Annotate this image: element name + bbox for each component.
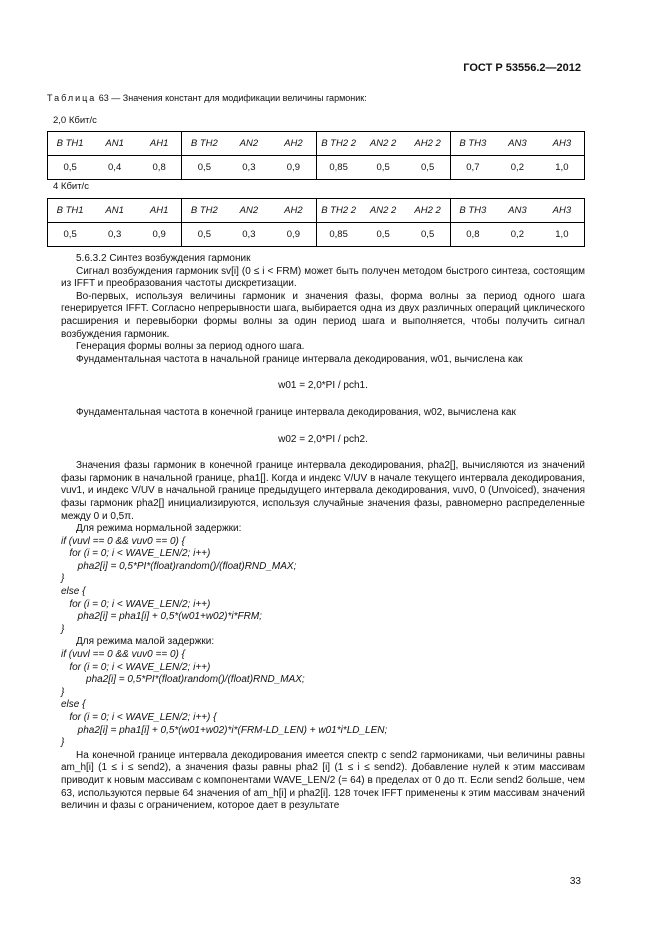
table-header-cell: B TH2 2: [316, 199, 361, 223]
table-cell: 0,8: [137, 156, 182, 180]
table-header-cell: B TH3: [450, 132, 495, 156]
paragraph: Фундаментальная частота в конечной границе интервала декодирования, w02, вычислена как: [76, 406, 516, 418]
table-cell: 0,5: [48, 156, 93, 180]
paragraph: Генерация формы волны за период одного шага.: [76, 341, 305, 353]
document-standard-header: ГОСТ Р 53556.2—2012: [463, 62, 581, 74]
table-header-cell: AN2 2: [361, 132, 406, 156]
table-cell: 0,85: [316, 223, 361, 247]
paragraph: Во-первых, используя величины гармоник и значения фазы, форма волны за период одного шага генерируется IFFT. Согласно непрерывности шага, выбирается одна из двух различных операций циклического расширения и перевыборки формы волны за один период шага и выполняется, чтобы получить сигнал возбуждения гармоник.: [61, 290, 585, 340]
table-cell: 0,7: [450, 156, 495, 180]
code-line: pha2[i] = pha1[i] + 0,5*(w01+w02)*i*(FRM-LD_LEN) + w01*i*LD_LEN;: [61, 724, 388, 736]
table-cell: 0,2: [495, 156, 540, 180]
table-header-cell: AH3: [540, 199, 585, 223]
table-cell: 0,5: [182, 156, 227, 180]
paragraph: На конечной границе интервала декодирования имеется спектр с send2 гармониками, чьи величины равны am_h[i] (1 ≤ i ≤ send2), а значения фазы равны pha2 [i] (1 ≤ i ≤ send2). Добавление нулей к этим массивам приводит к новым массивам с компонентами WAVE_LEN/2 (= 64) в пределах от 0 до π. Если send2 больше, чем 63, используются первые 64 значения of am_h[i] и pha2[i]. 128 точек IFFT применены к этим массивам значений величин и фазы с ограничением, которое дает в результате: [61, 749, 585, 812]
paragraph: Для режима нормальной задержки:: [76, 523, 242, 535]
table-header-cell: B TH1: [48, 132, 93, 156]
code-line: for (i = 0; i < WAVE_LEN/2; i++): [61, 661, 211, 673]
table-cell: 0,5: [361, 223, 406, 247]
formula: w01 = 2,0*PI / pch1.: [278, 380, 368, 392]
table-header-cell: AH1: [137, 132, 182, 156]
table-header-cell: AN3: [495, 132, 540, 156]
table-header-cell: B TH3: [450, 199, 495, 223]
table-cell: 0,8: [450, 223, 495, 247]
table-header-row: [48, 199, 585, 223]
code-line: }: [61, 686, 65, 698]
table-cell: 0,5: [48, 223, 93, 247]
formula: w02 = 2,0*PI / pch2.: [278, 433, 368, 445]
table-header-cell: AH2: [271, 199, 316, 223]
table-row: [48, 223, 585, 247]
table-cell: 0,85: [316, 156, 361, 180]
table-header-cell: AN2: [227, 199, 272, 223]
rate-label-4kbps: 4 Кбит/с: [53, 181, 89, 192]
paragraph: Для режима малой задержки:: [76, 636, 215, 648]
table-header-cell: B TH2 2: [316, 132, 361, 156]
code-line: if (vuvl == 0 && vuv0 == 0) {: [61, 649, 185, 661]
table-caption-text: 63 — Значения констант для модификации величины гармоник:: [96, 93, 367, 103]
table-cell: 0,5: [182, 223, 227, 247]
section-title: 5.6.3.2 Синтез возбуждения гармоник: [76, 253, 251, 264]
table-header-row: [48, 132, 585, 156]
code-line: }: [61, 623, 65, 635]
table-cell: 0,2: [495, 223, 540, 247]
table-cell: 0,5: [361, 156, 406, 180]
table-cell: 0,9: [271, 156, 316, 180]
code-line: for (i = 0; i < WAVE_LEN/2; i++): [61, 598, 211, 610]
code-block-low-delay: [61, 649, 585, 750]
table-header-cell: AH3: [540, 132, 585, 156]
code-line: else {: [61, 699, 86, 711]
code-line: pha2[i] = pha1[i] + 0,5*(w01+w02)*i*FRM;: [61, 611, 262, 623]
table-header-cell: AH2 2: [406, 132, 451, 156]
table-header-cell: AN3: [495, 199, 540, 223]
table-caption-word: Таблица: [47, 93, 97, 103]
code-line: }: [61, 573, 65, 585]
table-header-cell: AN1: [92, 199, 137, 223]
table-cell: 0,9: [137, 223, 182, 247]
body-text: [61, 253, 585, 813]
code-line: }: [61, 737, 65, 749]
table-header-cell: AN1: [92, 132, 137, 156]
table-cell: 1,0: [540, 223, 585, 247]
table-cell: 0,3: [92, 223, 137, 247]
table-header-cell: B TH1: [48, 199, 93, 223]
code-line: for (i = 0; i < WAVE_LEN/2; i++) {: [61, 712, 217, 723]
table-header-cell: AH2 2: [406, 199, 451, 223]
table-header-cell: B TH2: [182, 132, 227, 156]
table-cell: 0,3: [227, 223, 272, 247]
table-header-cell: AN2 2: [361, 199, 406, 223]
code-line: for (i = 0; i < WAVE_LEN/2; i++): [61, 548, 211, 560]
table-cell: 0,5: [406, 223, 451, 247]
table-header-cell: AN2: [227, 132, 272, 156]
code-line: else {: [61, 586, 86, 598]
table-cell: 0,9: [271, 223, 316, 247]
table-cell: 0,4: [92, 156, 137, 180]
code-line: pha2[i] = 0,5*PI*(float)random()/(float)RND_MAX;: [61, 560, 297, 572]
paragraph: Фундаментальная частота в начальной границе интервала декодирования, w01, вычислена как: [76, 353, 523, 365]
table-row: [48, 156, 585, 180]
table-cell: 1,0: [540, 156, 585, 180]
code-line: pha2[i] = 0,5*PI*(float)random()/(float)RND_MAX;: [61, 674, 305, 686]
constants-table-2kbps: [47, 131, 585, 180]
code-block-normal-delay: [61, 536, 585, 637]
code-line: if (vuvl == 0 && vuv0 == 0) {: [61, 535, 185, 547]
table-cell: 0,3: [227, 156, 272, 180]
constants-table-4kbps: [47, 198, 585, 247]
paragraph: Значения фазы гармоник в конечной границе интервала декодирования, pha2[], вычисляются из значений фазы гармоник в начальной границе, pha1[]. Когда и индекс V/UV в начале текущего интервала декодирования, vuv1, и индекс V/UV в начальной границе предыдущего интервала декодирования, vuv0, 0 (Unvoiced), значения фазы гармоник pha2[] инициализируются, используя случайные значения фазы, равномерно распределенные между 0 и 0,5π.: [61, 460, 585, 522]
page-number: 33: [569, 876, 581, 887]
table-header-cell: B TH2: [182, 199, 227, 223]
table-header-cell: AH1: [137, 199, 182, 223]
rate-label-2kbps: 2,0 Кбит/с: [53, 115, 97, 126]
table-caption: [47, 93, 367, 103]
table-header-cell: AH2: [271, 132, 316, 156]
paragraph: Сигнал возбуждения гармоник sv[i] (0 ≤ i < FRM) может быть получен методом быстрого синтеза, состоящим из IFFT и преобразования частоты дискретизации.: [61, 265, 585, 290]
table-cell: 0,5: [406, 156, 451, 180]
